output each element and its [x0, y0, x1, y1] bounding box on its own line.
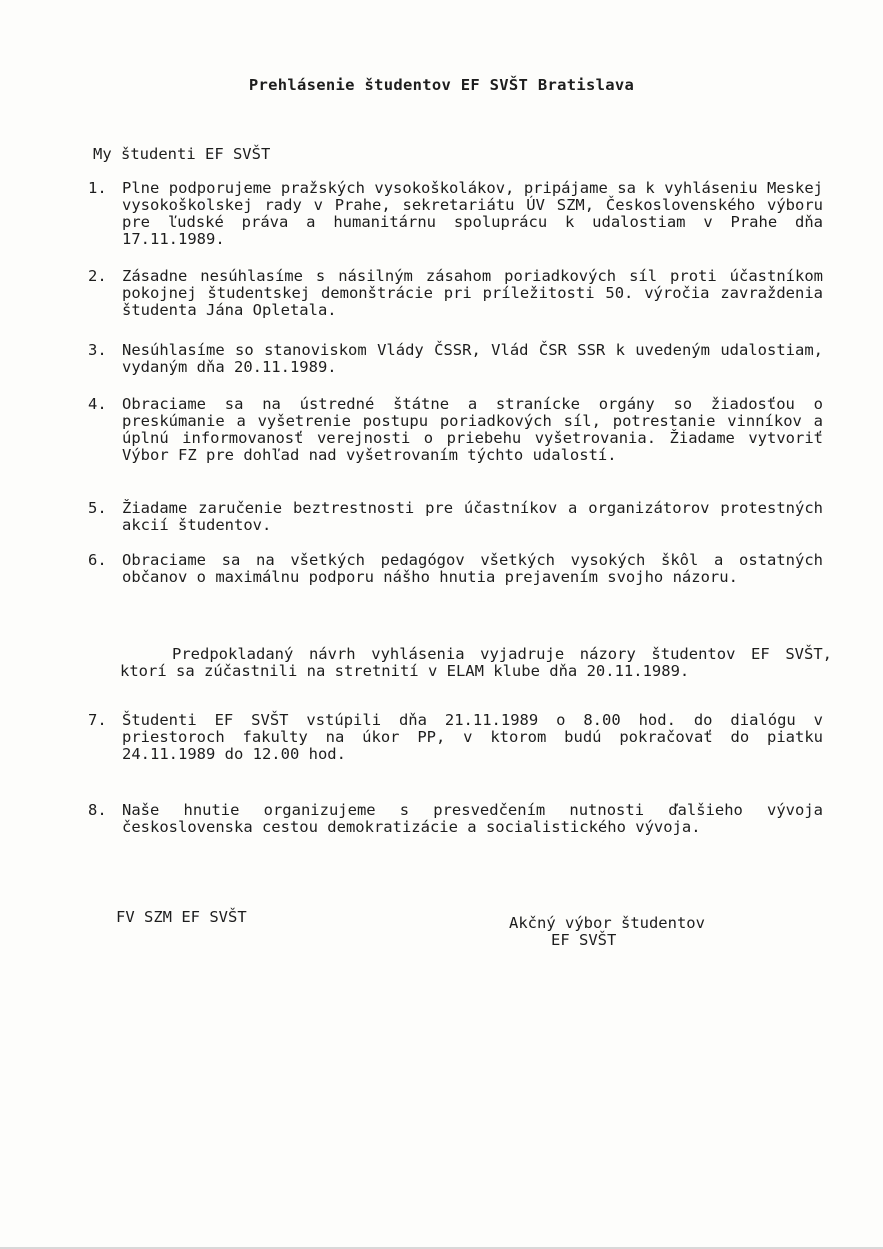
list-item-4	[88, 396, 823, 464]
item-number: 1.	[88, 179, 107, 197]
document-title: Prehlásenie študentov EF SVŠT Bratislava	[248, 76, 635, 94]
list-item-7	[88, 712, 823, 763]
signature-right	[509, 915, 705, 949]
item-number: 4.	[88, 395, 107, 413]
item-text: Plne podporujeme pražských vysokoškolákov, pripájame sa k vyhláseniu Meskej vysokoškolskej rady v Prahe, sekretariátu ÚV SZM, Československého výboru pre ľudské práva a humanitárnu spoluprácu k udalostiam v Prahe dňa 17.11.1989.	[122, 179, 823, 248]
item-number: 3.	[88, 341, 107, 359]
note-paragraph: Predpokladaný návrh vyhlásenia vyjadruje názory študentov EF SVŠT, ktorí sa zúčastnili na stretnití v ELAM klube dňa 20.11.1989.	[120, 645, 832, 680]
list-item-2	[88, 268, 823, 319]
list-item-3	[88, 342, 823, 376]
item-text: Zásadne nesúhlasíme s násilným zásahom poriadkových síl proti účastníkom pokojnej študentskej demonštrácie pri príležitosti 50. výročia zavraždenia študenta Jána Opletala.	[122, 267, 823, 319]
item-text: Naše hnutie organizujeme s presvedčením nutnosti ďalšieho vývoja československa cestou demokratizácie a socialistického vývoja.	[122, 801, 823, 836]
list-item-1	[88, 180, 823, 248]
signature-right-line2: EF SVŠT	[551, 931, 617, 949]
item-text: Študenti EF SVŠT vstúpili dňa 21.11.1989 o 8.00 hod. do dialógu v priestoroch fakulty na úkor PP, v ktorom budú pokračovať do piatku 24.11.1989 do 12.00 hod.	[122, 711, 823, 763]
item-number: 6.	[88, 551, 107, 569]
intro-line: My študenti EF SVŠT	[93, 145, 271, 163]
item-number: 8.	[88, 801, 107, 819]
list-item-6	[88, 552, 823, 586]
item-text: Obraciame sa na ústredné štátne a stranícke orgány so žiadosťou o preskúmanie a vyšetrenie postupu poriadkových síl, potrestanie vinníkov a úplnú informovanosť verejnosti o priebehu vyšetrovania. Žiadame vytvoriť Výbor FZ pre dohľad nad vyšetrovaním týchto udalostí.	[122, 395, 823, 464]
signature-right-line1: Akčný výbor študentov	[509, 914, 705, 932]
signature-left: FV SZM EF SVŠT	[116, 908, 247, 926]
item-text: Obraciame sa na všetkých pedagógov všetkých vysokých škôl a ostatných občanov o maximálnu podporu nášho hnutia prejavením svojho názoru.	[122, 551, 823, 586]
item-text: Nesúhlasíme so stanoviskom Vlády ČSSR, Vlád ČSR SSR k uvedeným udalostiam, vydaným dňa 20.11.1989.	[122, 341, 823, 376]
list-item-8	[88, 802, 823, 836]
item-text: Žiadame zaručenie beztrestnosti pre účastníkov a organizátorov protestných akcií študentov.	[122, 499, 823, 534]
item-number: 7.	[88, 711, 107, 729]
item-number: 2.	[88, 267, 107, 285]
item-number: 5.	[88, 499, 107, 517]
list-item-5	[88, 500, 823, 534]
